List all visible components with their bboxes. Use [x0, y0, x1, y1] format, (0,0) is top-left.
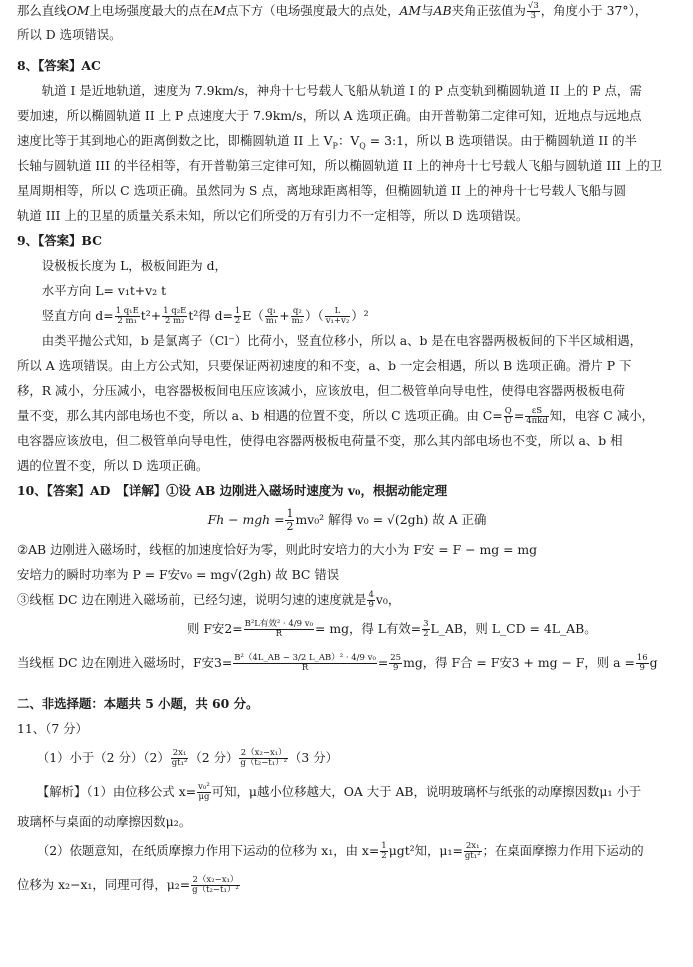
denominator: U [504, 416, 512, 426]
fraction [265, 307, 278, 326]
subscript: Q [359, 141, 366, 151]
text-line [17, 0, 677, 22]
text: 可知，μ越小位移越大，OA 大于 AB，说明玻璃杯与纸张的动摩擦因数μ₁ 小于 [211, 784, 642, 799]
text: 知，电容 C 减小， [549, 408, 654, 423]
text: t²得 d= [188, 308, 233, 323]
denominator: 9 [639, 663, 645, 673]
fraction [233, 654, 377, 673]
formula-line [17, 612, 677, 646]
text: ；在桌面摩擦力作用下运动的 [482, 843, 644, 858]
text: AB [433, 3, 452, 18]
fraction [504, 407, 513, 426]
fraction [115, 307, 140, 326]
text: t²+ [140, 308, 162, 323]
text-line: 由类平抛公式知，b 是氯离子（Cl⁻）比荷小，竖直位移小，所以 a、b 是在电容器两极板间的下半区域相遇， [41, 333, 643, 348]
text: ）（ [305, 308, 324, 323]
numerator: L [325, 307, 351, 317]
text: 位移为 x₂−x₁，同理可得，μ₂= [17, 877, 191, 892]
question-11-heading: 11、（7 分） [17, 721, 88, 736]
fraction [464, 842, 482, 861]
numerator: v₀² [198, 782, 210, 793]
subscript: P [332, 141, 338, 151]
text: E（ [242, 308, 264, 323]
numerator: 1 [381, 841, 387, 852]
text-line: 安培力的瞬时功率为 P = F安v₀ = mg√(2gh) 故 BC 错误 [17, 567, 340, 582]
formula-line [17, 503, 677, 537]
fraction [527, 2, 540, 21]
fraction [239, 749, 288, 768]
numerator: 1 [286, 507, 294, 521]
text: 那么直线 [17, 3, 67, 18]
text: 上电场强度最大的点在 [89, 3, 214, 18]
denominator: 2 [423, 629, 429, 639]
denominator: v₁+v₂ [325, 316, 350, 326]
question-10-heading: 10、【答案】AD 【详解】①设 AB 边刚进入磁场时速度为 v₀，根据动能定理 [17, 483, 448, 498]
text: 夹角正弦值为 [451, 3, 526, 18]
text: OM [66, 3, 90, 18]
text-line: 要加速，所以椭圆轨道 II 上 P 点速度大于 7.9km/s，所以 A 选项正确。由开普勒第二定律可知，近地点与远地点 [17, 108, 642, 123]
fraction [291, 307, 304, 326]
text-line: 玻璃杯与桌面的动摩擦因数μ₂。 [17, 814, 192, 829]
denominator: m₂ [291, 316, 304, 326]
denominator: m₁ [265, 316, 278, 326]
denominator: 2 [381, 851, 387, 861]
text-line: 移，R 减小，分压减小，电容器极板间电压应该减小，应该放电，但二极管单向导电性，使得电容器两极板电荷 [17, 383, 626, 398]
text-line: 所以 D 选项错误。 [17, 27, 122, 42]
numerator: 1 q₁E [115, 306, 139, 317]
numerator: B²L有效² · 4/9 v₀ [244, 619, 313, 630]
denominator: gt₁² [171, 758, 188, 768]
formula-line [17, 834, 677, 868]
text-line: 电容器应该放电，但二极管单向导电性，使得电容器两极板电荷量不变，那么其内部电场也不变，所以 a、b 相 [17, 433, 623, 448]
fraction [525, 407, 549, 426]
text-line: 星周期相等，所以 C 选项正确。虽然同为 S 点，离地球距离相等，但椭圆轨道 II 上的神舟十七号载人飞船与圆 [17, 183, 626, 198]
numerator: q₁ [265, 307, 278, 317]
fraction [389, 654, 402, 673]
denominator: R [275, 629, 282, 639]
text-line: 所以 A 选项错误。由上方公式知，只要保证两初速度的和不变，a、b 一定会相遇，所以 B 选项正确。滑片 P 下 [17, 358, 632, 373]
text: （2 分） [189, 750, 239, 765]
text: AM [399, 3, 422, 18]
section-heading: 二、非选择题：本题共 5 小题，共 60 分。 [17, 696, 259, 711]
text: v₀， [375, 592, 401, 607]
numerator: 2（x₂−x₁） [240, 748, 287, 759]
numerator: Q [504, 406, 512, 417]
fraction [325, 307, 351, 326]
formula-line [17, 646, 677, 680]
numerator: 25 [390, 653, 402, 664]
formula-line [17, 775, 677, 809]
denominator: 9 [392, 663, 399, 673]
fraction [244, 620, 314, 639]
numerator: 2x₁ [464, 842, 482, 852]
numerator: 4 [368, 590, 374, 601]
denominator: 2 [234, 316, 241, 326]
numerator: εS [525, 407, 549, 417]
text: M [213, 3, 227, 18]
denominator: R [301, 663, 309, 673]
text: mv₀² 解得 v₀ = √(2gh) 故 A 正确 [295, 512, 487, 527]
text-line: 遇的位置不变，所以 D 选项正确。 [17, 458, 209, 473]
text: = [377, 655, 389, 670]
fraction [191, 876, 240, 895]
formula-line [17, 403, 677, 428]
denominator: 9 [368, 600, 374, 610]
text: （2）依题意知，在纸质摩擦力作用下运动的位移为 x₁，由 x= [36, 843, 380, 858]
text-line: ②AB 边刚进入磁场时，线框的加速度恰好为零，则此时安培力的大小为 F安 = F − mg = mg [17, 542, 538, 557]
numerator: 16 [636, 653, 648, 664]
formula-line [17, 741, 677, 775]
text: 与 [421, 3, 434, 18]
text-line: 轨道 I 是近地轨道，速度为 7.9km/s，神舟十七号载人飞船从轨道 I 的 P 点变轨到椭圆轨道 II 上的 P 点，需 [41, 83, 642, 98]
text: μgt²知，μ₁= [388, 843, 463, 858]
numerator: 2x₁ [171, 749, 189, 759]
text: = 3:1，所以 B 选项错误。由于椭圆轨道 II 的半 [365, 133, 637, 148]
text-line: 水平方向 L= v₁t+v₂ t [41, 283, 167, 298]
text: mg，得 F合 = F安3 + mg − F，则 a = [403, 655, 635, 670]
text: ：V [337, 133, 360, 148]
formula-line [17, 868, 677, 902]
text: 速度比等于其到地心的距离倒数之比，即椭圆轨道 II 上 V [17, 133, 333, 148]
text: 量不变，那么其内部电场也不变，所以 a、b 相遇的位置不变，所以 C 选项正确。由 C= [17, 408, 503, 423]
fraction [380, 842, 387, 861]
text: 则 F安2= [187, 621, 243, 636]
text: g [649, 655, 658, 670]
text-line: 轨道 III 上的卫星的质量关系未知，所以它们所受的万有引力不一定相等，所以 D 选项错误。 [17, 208, 529, 223]
text: = mg，得 L有效= [315, 621, 422, 636]
denominator: g（t₂−t₁）² [192, 885, 239, 895]
numerator: 3 [423, 619, 429, 630]
text: 竖直方向 d= [41, 308, 114, 323]
denominator: 2 m₂ [164, 316, 185, 326]
fraction [171, 749, 189, 768]
denominator: 2 m₁ [117, 316, 137, 326]
text: 点下方（电场强度最大的点处， [226, 3, 400, 18]
text: （3 分） [289, 750, 339, 765]
text-line [17, 128, 677, 153]
text: 【解析】（1）由位移公式 x= [36, 784, 197, 799]
fraction [285, 508, 294, 532]
denominator: 2 [286, 520, 294, 533]
question-9-heading: 9、【答案】BC [17, 233, 102, 248]
denominator: 3 [530, 11, 537, 21]
denominator: gt₁² [464, 851, 481, 861]
numerator: B²（4L_AB − 3/2 L_AB）² · 4/9 v₀ [234, 653, 376, 664]
fraction [162, 307, 187, 326]
text-line: 设极板长度为 L，极板间距为 d， [41, 258, 227, 273]
numerator: 2（x₂−x₁） [192, 875, 239, 886]
fraction [636, 654, 649, 673]
text: L_AB，则 L_CD = 4L_AB。 [430, 621, 597, 636]
formula-line [17, 303, 677, 328]
fraction [234, 307, 241, 326]
text: + [279, 308, 290, 323]
denominator: 4πkd [526, 416, 548, 426]
numerator: 1 [234, 306, 241, 317]
text: ③线框 DC 边在刚进入磁场前，已经匀速，说明匀速的速度就是 [17, 592, 367, 607]
text: （1）小于（2 分）（2） [36, 750, 170, 765]
question-8-heading: 8、【答案】AC [17, 58, 101, 73]
denominator: g（t₂−t₁）² [240, 758, 288, 768]
numerator: 1 q₂E [163, 306, 187, 317]
fraction [422, 620, 429, 639]
text: 当线框 DC 边在刚进入磁场时，F安3= [17, 655, 233, 670]
fraction [197, 783, 211, 802]
text: Fh − mgh = [207, 512, 285, 527]
numerator: √3 [527, 1, 539, 12]
numerator: q₂ [291, 307, 304, 317]
fraction [367, 591, 374, 610]
denominator: μg [198, 792, 210, 802]
text: ，角度小于 37°）， [540, 3, 648, 18]
text: ）² [351, 308, 369, 323]
text-line: 长轴与圆轨道 III 的半径相等，有开普勒第三定律可知，所以椭圆轨道 II 上的神舟十七号载人飞船与圆轨道 III 上的卫 [17, 158, 663, 173]
text: = [513, 408, 525, 423]
formula-line [17, 587, 677, 612]
